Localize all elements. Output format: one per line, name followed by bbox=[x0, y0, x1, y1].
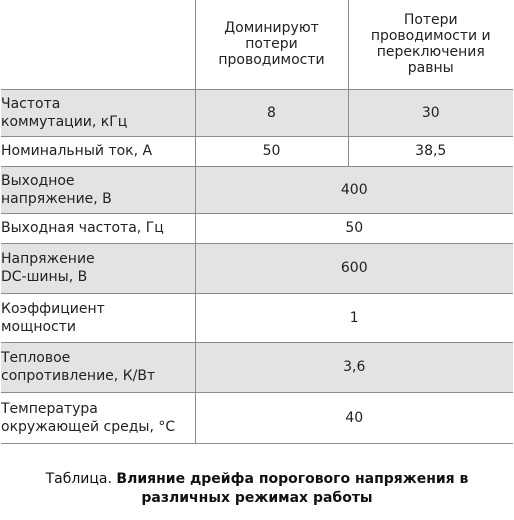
row-label-output-voltage: Выходное напряжение, В bbox=[1, 166, 195, 213]
parameters-table bbox=[1, 0, 513, 444]
value-cell: 38,5 bbox=[348, 136, 513, 166]
value-cell: 8 bbox=[195, 89, 348, 136]
value-cell: 30 bbox=[348, 89, 513, 136]
header-corner-cell bbox=[1, 0, 195, 89]
value-cell: 3,6 bbox=[195, 342, 513, 392]
caption-title: Влияние дрейфа порогового напряжения в различных режимах работы bbox=[116, 471, 469, 506]
row-label-output-frequency: Выходная частота, Гц bbox=[1, 213, 195, 243]
value-cell: 50 bbox=[195, 136, 348, 166]
table-row bbox=[1, 213, 513, 243]
table-header-row bbox=[1, 0, 513, 89]
header-equal-losses: Потери проводимости и переключения равны bbox=[348, 0, 513, 89]
table-row bbox=[1, 166, 513, 213]
table-row bbox=[1, 243, 513, 293]
row-label-dc-bus-voltage: Напряжение DC-шины, В bbox=[1, 243, 195, 293]
table-row bbox=[1, 89, 513, 136]
value-cell: 50 bbox=[195, 213, 513, 243]
table-caption bbox=[0, 470, 514, 508]
table-row bbox=[1, 136, 513, 166]
row-label-power-factor: Коэффициент мощности bbox=[1, 293, 195, 342]
row-label-thermal-resistance: Тепловое сопротивление, К/Вт bbox=[1, 342, 195, 392]
value-cell: 400 bbox=[195, 166, 513, 213]
table-row bbox=[1, 342, 513, 392]
caption-prefix: Таблица. bbox=[45, 471, 117, 487]
row-label-switching-frequency: Частота коммутации, кГц bbox=[1, 89, 195, 136]
row-label-rated-current: Номинальный ток, А bbox=[1, 136, 195, 166]
value-cell: 600 bbox=[195, 243, 513, 293]
table-row bbox=[1, 293, 513, 342]
row-label-ambient-temperature: Температура окружающей среды, °С bbox=[1, 392, 195, 443]
header-conduction-losses: Доминируют потери проводимости bbox=[195, 0, 348, 89]
table-row bbox=[1, 392, 513, 443]
value-cell: 1 bbox=[195, 293, 513, 342]
value-cell: 40 bbox=[195, 392, 513, 443]
